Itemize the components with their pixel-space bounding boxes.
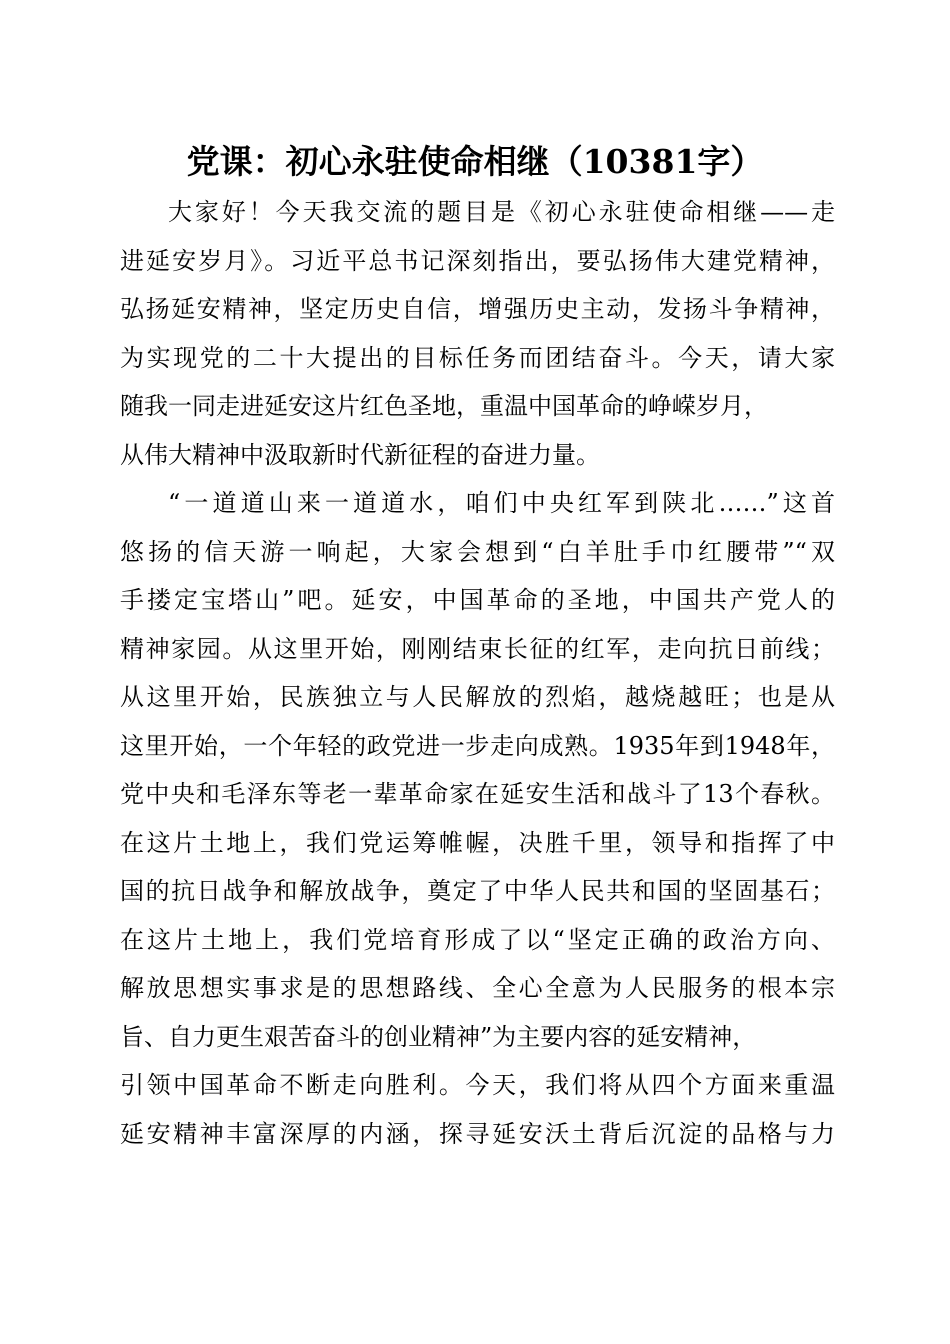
body-line: 引领中国革命不断走向胜利。今天，我们将从四个方面来重温	[120, 1071, 835, 1099]
body-line: “一道道山来一道道水，咱们中央红军到陕北……”这首	[168, 489, 835, 517]
body-line: 从伟大精神中汲取新时代新征程的奋进力量。	[120, 440, 600, 469]
body-line: 悠扬的信天游一响起，大家会想到“白羊肚手巾红腰带”“双	[120, 537, 835, 566]
body-line: 这里开始，一个年轻的政党进一步走向成熟。1935年到1948年，	[120, 731, 835, 760]
body-line: 精神家园。从这里开始，刚刚结束长征的红军，走向抗日前线；	[120, 634, 835, 663]
body-line: 为实现党的二十大提出的目标任务而团结奋斗。今天，请大家	[120, 343, 835, 372]
body-line: 手搂定宝塔山”吧。延安，中国革命的圣地，中国共产党人的	[120, 586, 835, 614]
body-line: 大家好！今天我交流的题目是《初心永驻使命相继——走	[168, 198, 835, 226]
body-line: 解放思想实事求是的思想路线、全心全意为人民服务的根本宗	[120, 974, 835, 1002]
body-line: 从这里开始，民族独立与人民解放的烈焰，越烧越旺；也是从	[120, 683, 835, 711]
document-body	[120, 188, 835, 1158]
body-line: 国的抗日战争和解放战争，奠定了中华人民共和国的坚固基石；	[120, 877, 835, 905]
body-line: 党中央和毛泽东等老一辈革命家在延安生活和战斗了13个春秋。	[120, 780, 835, 808]
body-line: 在这片土地上，我们党培育形成了以“坚定正确的政治方向、	[120, 925, 835, 954]
body-line: 进延安岁月》。习近平总书记深刻指出，要弘扬伟大建党精神，	[120, 246, 835, 275]
body-line: 旨、自力更生艰苦奋斗的创业精神”为主要内容的延安精神，	[120, 1022, 757, 1051]
body-line: 弘扬延安精神，坚定历史自信，增强历史主动，发扬斗争精神，	[120, 295, 835, 323]
document-title: 党课：初心永驻使命相继（10381字）	[186, 142, 764, 181]
body-line: 延安精神丰富深厚的内涵，探寻延安沃土背后沉淀的品格与力	[120, 1119, 835, 1148]
body-line: 随我一同走进延安这片红色圣地，重温中国革命的峥嵘岁月，	[120, 392, 768, 420]
body-line: 在这片土地上，我们党运筹帷幄，决胜千里，领导和指挥了中	[120, 828, 835, 857]
